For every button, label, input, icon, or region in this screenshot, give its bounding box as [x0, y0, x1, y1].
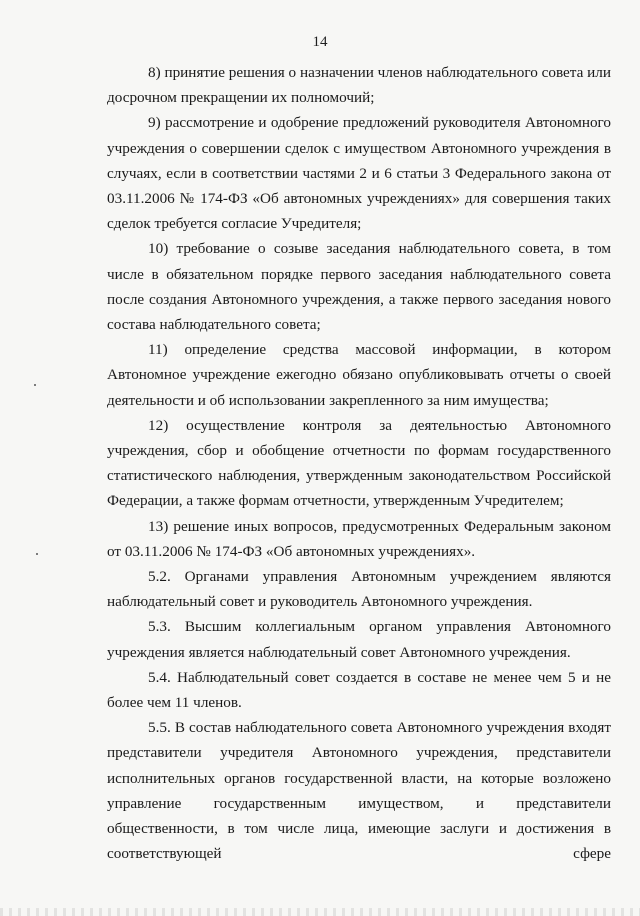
scan-speck — [36, 553, 38, 555]
paragraph-item-9: 9) рассмотрение и одобрение предложений руководителя Автономного учреждения о совершении сделок с имуществом Автономного учреждения в случаях, если в соответствии частями 2 и 6 статьи 3 Федерального закона от 03.11.2006 № 174-ФЗ «Об автономных учреждениях» для совершения таких сделок требуется согласие Учредителя; — [107, 114, 611, 233]
paragraph-item-10: 10) требование о созыве заседания наблюдательного совета, в том числе в обязательном порядке первого заседания наблюдательного совета после создания Автономного учреждения, а также первого заседания нового состава наблюдательного совета; — [107, 240, 611, 334]
paragraph-5-5: 5.5. В состав наблюдательного совета Автономного учреждения входят представители учредителя Автономного учреждения, представители исполнительных органов государственной власти, на которые возложено управление государственным имуществом, и представители общественности, в том числе лица, имеющие заслуги и достижения в соответствующей сфере — [107, 719, 611, 863]
scan-speck — [34, 384, 36, 386]
paragraph-5-4: 5.4. Наблюдательный совет создается в составе не менее чем 5 и не более чем 11 членов. — [107, 668, 611, 712]
paragraph-item-8: 8) принятие решения о назначении членов наблюдательного совета или досрочном прекращении их полномочий; — [107, 64, 611, 107]
page-number: 14 — [312, 34, 328, 50]
paragraph-item-12: 12) осуществление контроля за деятельностью Автономного учреждения, сбор и обобщение отчетности по формам государственного статистического наблюдения, утвержденным законодательством Российской Федерации, а также формам отчетности, утвержденным Учредителем; — [107, 416, 611, 510]
paragraph-5-2: 5.2. Органами управления Автономным учреждением являются наблюдательный совет и руководитель Автономного учреждения. — [107, 568, 611, 611]
scan-edge-noise — [0, 908, 640, 916]
paragraph-item-11: 11) определение средства массовой информации, в котором Автономное учреждение ежегодно обязано опубликовывать отчеты о своей деятельности и об использовании закрепленного за ним имущества; — [107, 341, 611, 409]
paragraph-5-3: 5.3. Высшим коллегиальным органом управления Автономного учреждения является наблюдательный совет Автономного учреждения. — [107, 618, 611, 661]
document-body — [107, 60, 611, 867]
paragraph-item-13: 13) решение иных вопросов, предусмотренных Федеральным законом от 03.11.2006 № 174-ФЗ «Об автономных учреждениях». — [107, 517, 611, 560]
